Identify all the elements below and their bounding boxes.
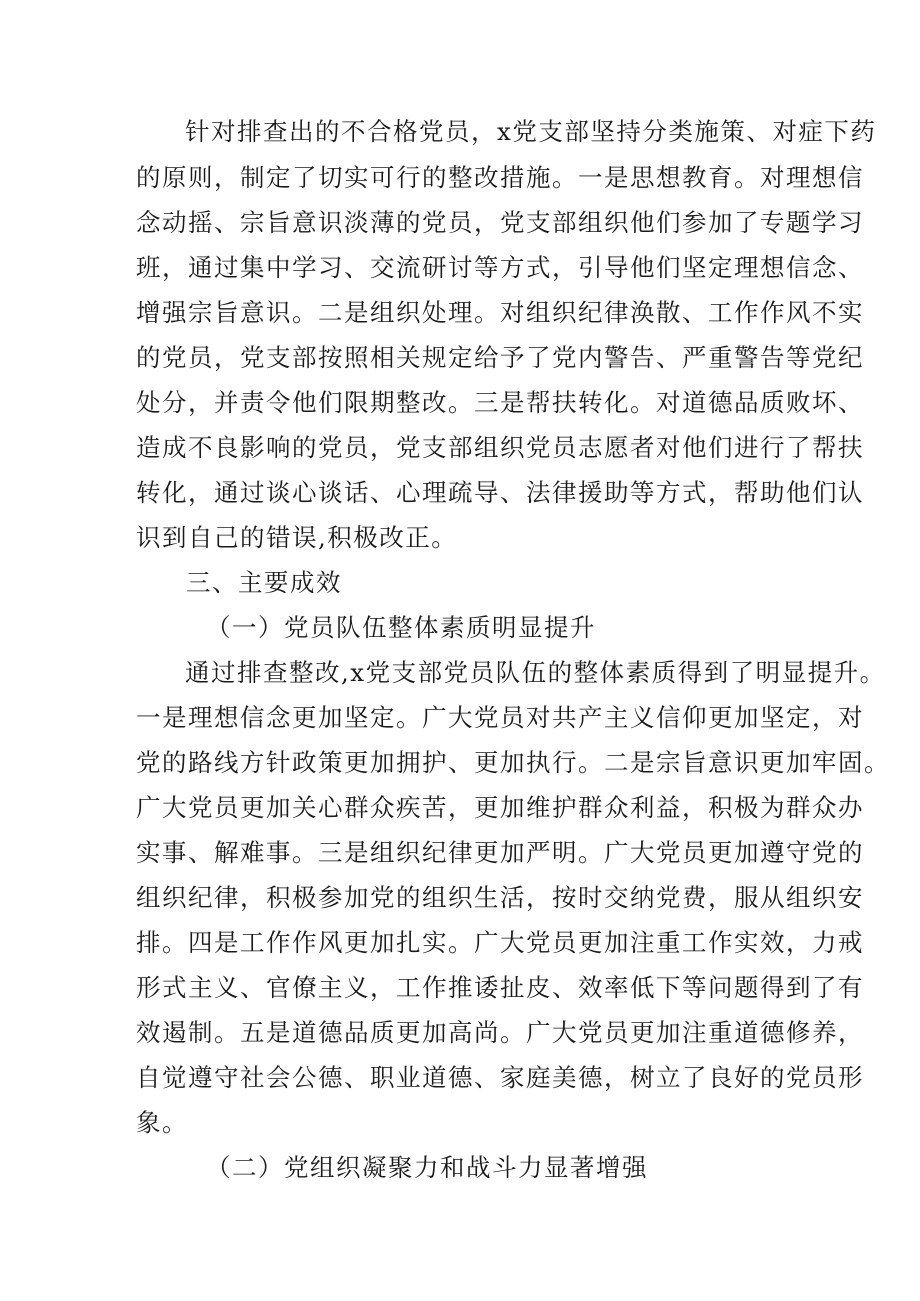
text-line: 自觉遵守社会公德、职业道德、家庭美德，树立了良好的党员形: [136, 1063, 864, 1092]
text-line: 广大党员更加关心群众疾苦，更加维护群众利益，积极为群众办: [136, 793, 864, 822]
text-line: 的原则，制定了切实可行的整改措施。一是思想教育。对理想信: [136, 163, 864, 192]
text-line: 通过排查整改,x党支部党员队伍的整体素质得到了明显提升。: [185, 658, 886, 687]
text-line: 造成不良影响的党员，党支部组织党员志愿者对他们进行了帮扶: [136, 433, 864, 462]
subheading-cohesion-strength: （二）党组织凝聚力和战斗力显著增强: [206, 1153, 648, 1182]
text-line: 实事、解难事。三是组织纪律更加严明。广大党员更加遵守党的: [136, 838, 864, 867]
text-line: 效遏制。五是道德品质更加高尚。广大党员更加注重道德修养，: [136, 1018, 864, 1047]
text-line: 增强宗旨意识。二是组织处理。对组织纪律涣散、工作作风不实: [136, 298, 864, 327]
text-line: 处分，并责令他们限期整改。三是帮扶转化。对道德品质败坏、: [136, 388, 864, 417]
text-line: 排。四是工作作风更加扎实。广大党员更加注重工作实效，力戒: [136, 928, 864, 957]
text-line: 象。: [136, 1108, 188, 1137]
text-line: 转化，通过谈心谈话、心理疏导、法律援助等方式，帮助他们认: [136, 478, 864, 507]
subheading-quality-improvement: （一）党员队伍整体素质明显提升: [206, 613, 596, 642]
text-line: 识到自己的错误,积极改正。: [136, 523, 458, 552]
text-line: 一是理想信念更加坚定。广大党员对共产主义信仰更加坚定，对: [136, 703, 864, 732]
text-line: 党的路线方针政策更加拥护、更加执行。二是宗旨意识更加牢固。: [136, 748, 890, 777]
text-line: 的党员，党支部按照相关规定给予了党内警告、严重警告等党纪: [136, 343, 864, 372]
text-line: 形式主义、官僚主义，工作推诿扯皮、效率低下等问题得到了有: [136, 973, 864, 1002]
text-line: 组织纪律，积极参加党的组织生活，按时交纳党费，服从组织安: [136, 883, 864, 912]
text-line: 针对排查出的不合格党员，x党支部坚持分类施策、对症下药: [185, 117, 877, 146]
text-line: 念动摇、宗旨意识淡薄的党员，党支部组织他们参加了专题学习: [136, 208, 864, 237]
section-heading: 三、主要成效: [186, 568, 342, 597]
text-line: 班，通过集中学习、交流研讨等方式，引导他们坚定理想信念、: [136, 253, 864, 282]
